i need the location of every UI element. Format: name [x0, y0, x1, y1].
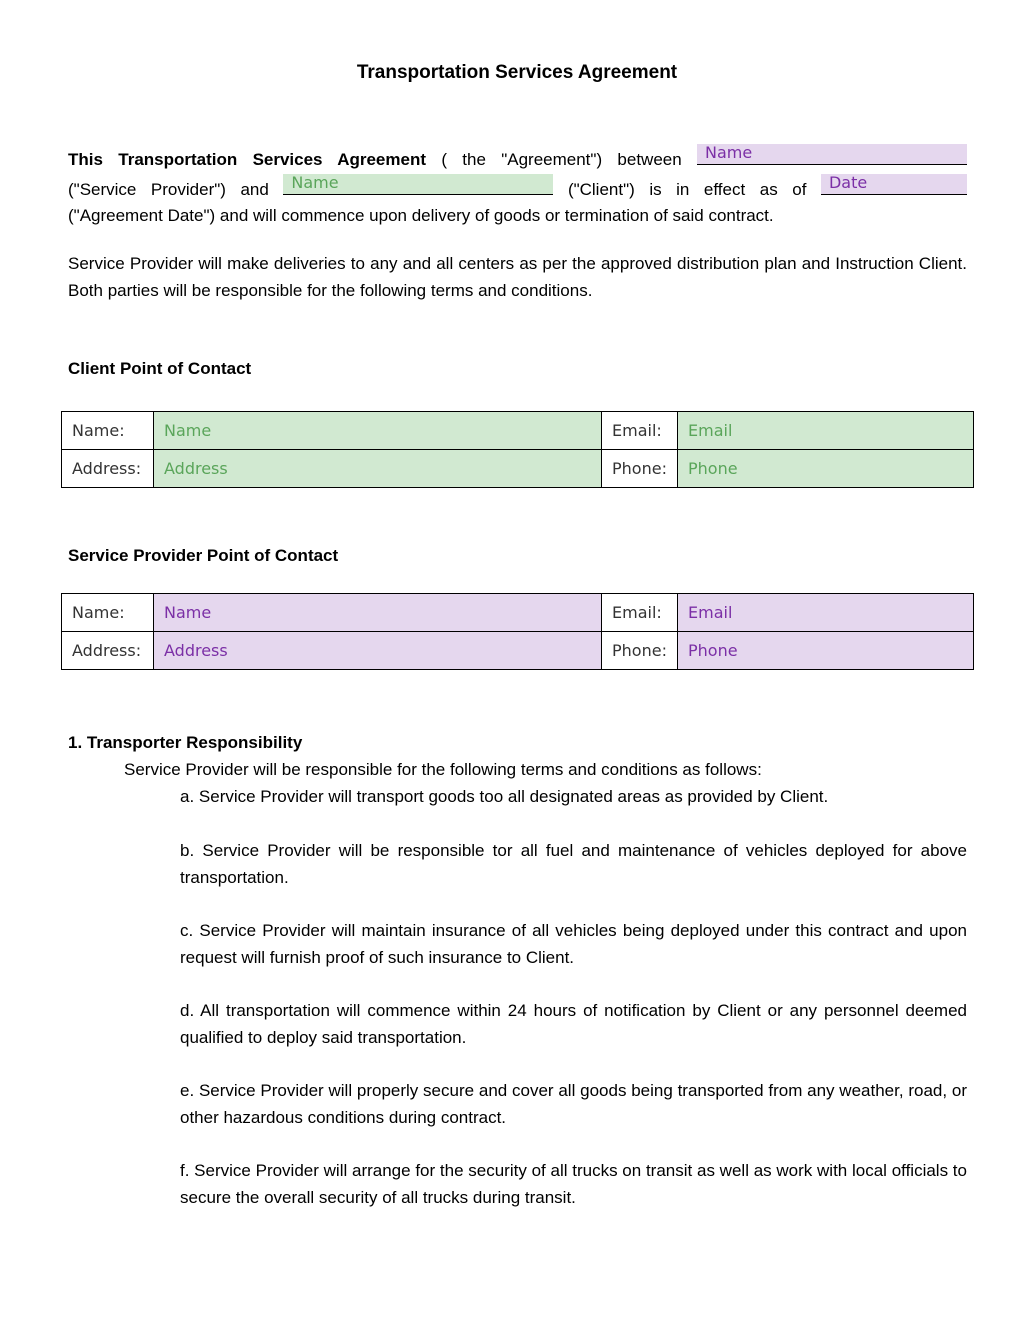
client-contact-heading: Client Point of Contact	[68, 359, 252, 378]
provider-name-placeholder: Name	[705, 143, 753, 162]
client-name-input[interactable]	[154, 412, 602, 450]
intro-line-3: ("Agreement Date") and will commence upon delivery of goods or termination of said contract.	[68, 206, 774, 226]
table-row	[62, 412, 974, 450]
list-item: a. Service Provider will transport goods too all designated areas as provided by Client.	[180, 787, 829, 806]
client-email-value: Email	[688, 421, 733, 440]
client-name-field[interactable]	[283, 174, 553, 195]
provider-address-label: Address:	[62, 632, 154, 670]
intro-bold-lead: This Transportation Services Agreement	[68, 150, 426, 169]
client-address-value: Address	[164, 459, 228, 478]
client-email-label: Email:	[602, 412, 678, 450]
intro-line-2	[68, 174, 967, 204]
document-title: Transportation Services Agreement	[356, 62, 678, 83]
table-row	[62, 594, 974, 632]
provider-name-input[interactable]	[154, 594, 602, 632]
intro-text-3: ("Client") is in effect as of	[567, 179, 807, 199]
provider-address-value: Address	[164, 641, 228, 660]
provider-phone-value: Phone	[688, 641, 738, 660]
agreement-date-placeholder: Date	[828, 172, 868, 192]
client-phone-label: Phone:	[602, 450, 678, 488]
provider-email-input[interactable]	[678, 594, 974, 632]
list-item: f. Service Provider will arrange for the security of all trucks on transit as well as work with local officials to secure the overall security of all trucks during transit.	[180, 1161, 967, 1207]
list-item: e. Service Provider will properly secure and cover all goods being transported from any weather, road, or other hazardous conditions during contract.	[180, 1081, 967, 1127]
list-item: b. Service Provider will be responsible tor all fuel and maintenance of vehicles deployed for above transportation.	[180, 841, 967, 887]
intro-text-2: ("Service Provider") and	[68, 179, 269, 199]
intro-text-1: ( the "Agreement") between	[441, 150, 682, 169]
provider-phone-input[interactable]	[678, 632, 974, 670]
client-phone-input[interactable]	[678, 450, 974, 488]
provider-phone-label: Phone:	[602, 632, 678, 670]
intro-paragraph	[68, 144, 967, 230]
agreement-date-field[interactable]	[821, 174, 967, 195]
client-phone-value: Phone	[688, 459, 738, 478]
provider-email-value: Email	[688, 603, 733, 622]
section1-heading: 1. Transporter Responsibility	[68, 733, 303, 752]
table-row	[62, 632, 974, 670]
client-name-label: Name:	[62, 412, 154, 450]
client-name-placeholder: Name	[291, 172, 339, 192]
provider-contact-table	[61, 593, 974, 670]
client-address-input[interactable]	[154, 450, 602, 488]
list-item: c. Service Provider will maintain insurance of all vehicles being deployed under this contract and upon request will furnish proof of such insurance to Client.	[180, 921, 967, 967]
provider-name-value: Name	[164, 603, 212, 622]
provider-contact-heading: Service Provider Point of Contact	[68, 546, 339, 565]
client-address-label: Address:	[62, 450, 154, 488]
terms-intro-paragraph: Service Provider will make deliveries to any and all centers as per the approved distribution plan and Instruction Client. Both parties will be responsible for the following terms and conditions.	[68, 254, 967, 300]
client-email-input[interactable]	[678, 412, 974, 450]
client-contact-table	[61, 411, 974, 488]
provider-name-label: Name:	[62, 594, 154, 632]
provider-email-label: Email:	[602, 594, 678, 632]
provider-name-field[interactable]	[697, 144, 967, 165]
provider-address-input[interactable]	[154, 632, 602, 670]
list-item: d. All transportation will commence within 24 hours of notification by Client or any personnel deemed qualified to deploy said transportation.	[180, 1001, 967, 1047]
client-name-value: Name	[164, 421, 212, 440]
section1-intro: Service Provider will be responsible for the following terms and conditions as follows:	[124, 760, 762, 779]
table-row	[62, 450, 974, 488]
